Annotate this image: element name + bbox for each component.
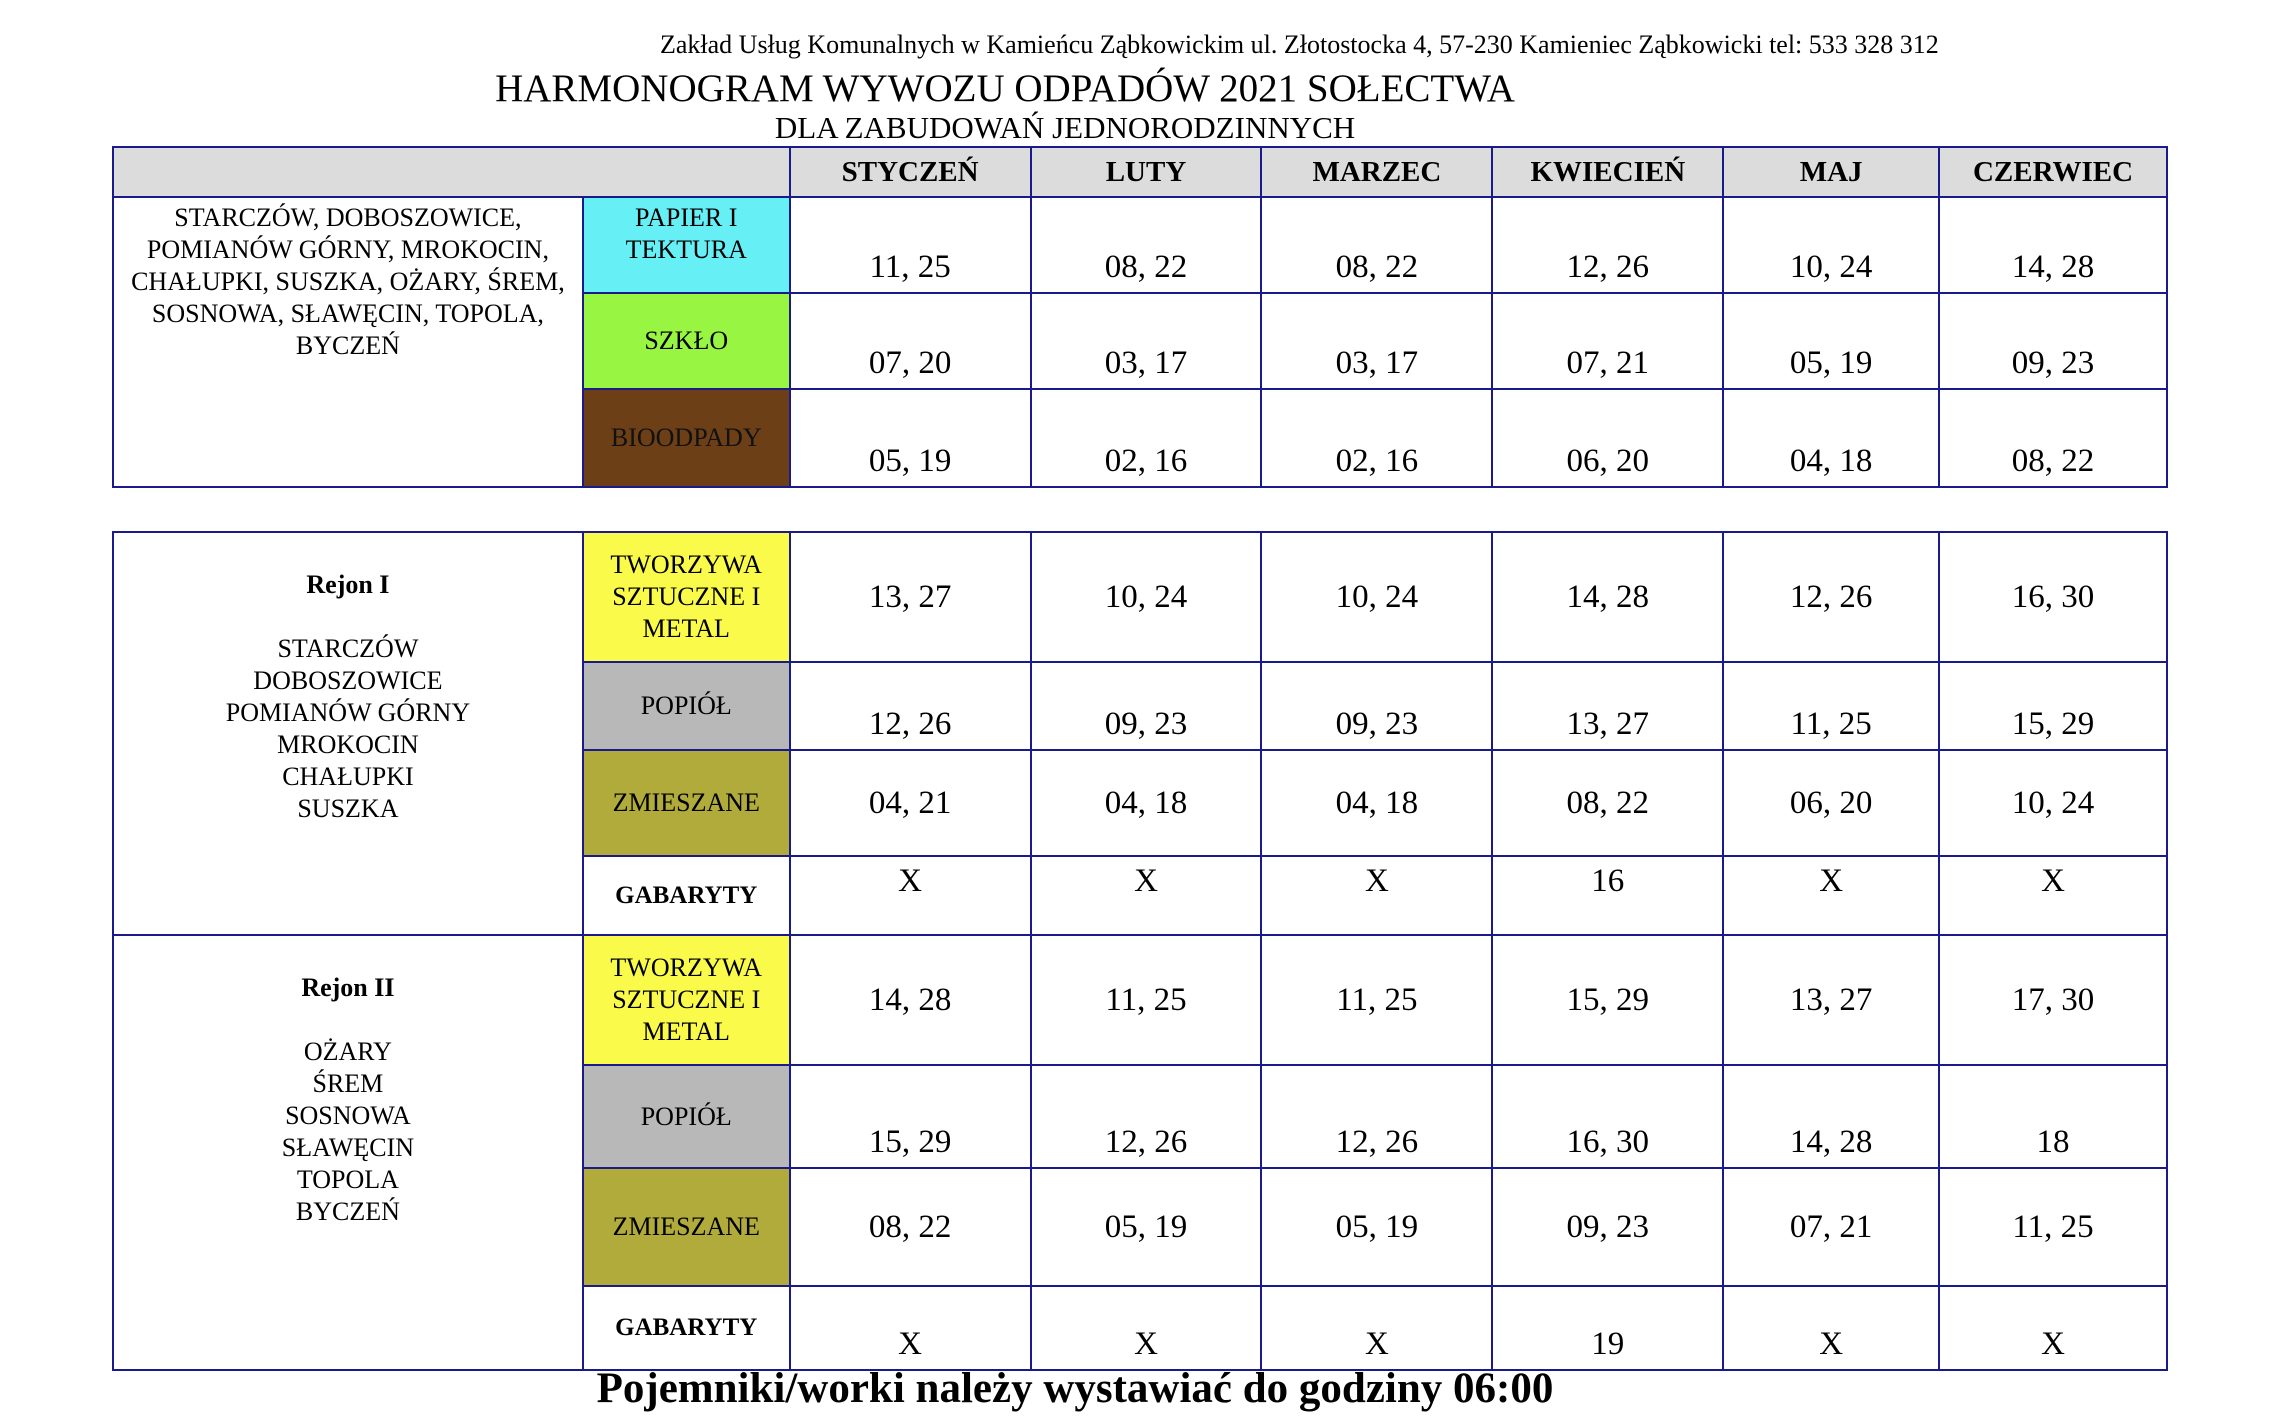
table-row [113,935,2167,1065]
date-cell: X [790,856,1031,935]
table-row [113,197,2167,293]
date-cell: 05, 19 [1031,1168,1262,1286]
date-cell: 10, 24 [1261,532,1492,662]
village-name: SUSZKA [297,794,399,823]
waste-type-bulky: GABARYTY [583,1286,790,1370]
region-1-villages [113,532,583,935]
date-cell: 13, 27 [1723,935,1939,1065]
date-cell: 10, 24 [1031,532,1262,662]
date-cell: X [1031,856,1262,935]
waste-type-glass: SZKŁO [583,293,790,389]
page-title: HARMONOGRAM WYWOZU ODPADÓW 2021 SOŁECTWA [495,67,1515,110]
date-cell: 06, 20 [1723,750,1939,856]
region-2-villages [113,935,583,1370]
village-list: STARCZÓW, DOBOSZOWICE, POMIANÓW GÓRNY, MROKOCIN, CHAŁUPKI, SUSZKA, OŻARY, ŚREM, SOSNOWA, SŁAWĘCIN, TOPOLA, BYCZEŃ [113,197,583,487]
date-cell: X [1939,1286,2167,1370]
date-cell: 08, 22 [1261,197,1492,293]
date-cell: X [1939,856,2167,935]
month-header-row [113,147,2167,197]
date-cell: 06, 20 [1492,389,1723,487]
village-name: SOSNOWA [285,1101,411,1130]
region-2-name: Rejon II [301,973,395,1002]
date-cell: 04, 18 [1723,389,1939,487]
date-cell: X [1723,856,1939,935]
date-cell: 07, 21 [1492,293,1723,389]
village-name: STARCZÓW [277,634,419,663]
waste-type-mixed: ZMIESZANE [583,1168,790,1286]
date-cell: 13, 27 [1492,662,1723,750]
date-cell: 04, 18 [1031,750,1262,856]
waste-type-ash: POPIÓŁ [583,662,790,750]
header-corner [113,147,790,197]
date-cell: 14, 28 [790,935,1031,1065]
waste-type-bio: BIOODPADY [583,389,790,487]
date-cell: 17, 30 [1939,935,2167,1065]
date-cell: 15, 29 [1492,935,1723,1065]
date-cell: 19 [1492,1286,1723,1370]
village-name: SŁAWĘCIN [281,1133,415,1162]
village-name: OŻARY [303,1037,392,1066]
date-cell: X [790,1286,1031,1370]
date-cell: X [1261,1286,1492,1370]
date-cell: 02, 16 [1031,389,1262,487]
schedule-table-regions [112,531,2168,1371]
date-cell: 09, 23 [1031,662,1262,750]
date-cell: 11, 25 [1939,1168,2167,1286]
date-cell: 15, 29 [790,1065,1031,1168]
date-cell: 16 [1492,856,1723,935]
date-cell: X [1031,1286,1262,1370]
date-cell: 16, 30 [1492,1065,1723,1168]
date-cell: 12, 26 [1723,532,1939,662]
date-cell: 09, 23 [1261,662,1492,750]
date-cell: 07, 21 [1723,1168,1939,1286]
date-cell: 18 [1939,1065,2167,1168]
date-cell: 03, 17 [1031,293,1262,389]
village-name: BYCZEŃ [295,1197,400,1226]
month-header: LUTY [1031,147,1262,197]
date-cell: 03, 17 [1261,293,1492,389]
date-cell: 15, 29 [1939,662,2167,750]
date-cell: 12, 26 [1031,1065,1262,1168]
date-cell: 14, 28 [1939,197,2167,293]
date-cell: 02, 16 [1261,389,1492,487]
date-cell: 13, 27 [790,532,1031,662]
date-cell: 08, 22 [1492,750,1723,856]
waste-type-plastic-metal: TWORZYWA SZTUCZNE I METAL [583,935,790,1065]
date-cell: 14, 28 [1723,1065,1939,1168]
company-info: Zakład Usług Komunalnych w Kamieńcu Ząbkowickim ul. Złotostocka 4, 57-230 Kamieniec Ząbkowicki tel: 533 328 312 [660,30,1939,59]
date-cell: 09, 23 [1939,293,2167,389]
date-cell: 05, 19 [790,389,1031,487]
waste-type-mixed: ZMIESZANE [583,750,790,856]
date-cell: 08, 22 [1939,389,2167,487]
month-header: MAJ [1723,147,1939,197]
date-cell: 04, 18 [1261,750,1492,856]
month-header: MARZEC [1261,147,1492,197]
date-cell: 11, 25 [790,197,1031,293]
date-cell: 11, 25 [1723,662,1939,750]
village-name: DOBOSZOWICE [253,666,443,695]
schedule-table-all-villages [112,146,2168,488]
waste-type-paper: PAPIER I TEKTURA [583,197,790,293]
date-cell: 16, 30 [1939,532,2167,662]
month-header: KWIECIEŃ [1492,147,1723,197]
table-row [113,532,2167,662]
month-header: STYCZEŃ [790,147,1031,197]
waste-type-plastic-metal: TWORZYWA SZTUCZNE I METAL [583,532,790,662]
date-cell: 10, 24 [1939,750,2167,856]
month-header: CZERWIEC [1939,147,2167,197]
date-cell: 05, 19 [1261,1168,1492,1286]
date-cell: 12, 26 [1492,197,1723,293]
page-subtitle: DLA ZABUDOWAŃ JEDNORODZINNYCH [774,110,1356,145]
region-1-name: Rejon I [306,570,390,599]
village-name: ŚREM [312,1069,384,1098]
date-cell: 08, 22 [790,1168,1031,1286]
date-cell: 10, 24 [1723,197,1939,293]
village-name: CHAŁUPKI [282,762,414,791]
village-name: POMIANÓW GÓRNY [225,698,471,727]
date-cell: 11, 25 [1031,935,1262,1065]
village-name: MROKOCIN [277,730,419,759]
date-cell: 11, 25 [1261,935,1492,1065]
waste-type-ash: POPIÓŁ [583,1065,790,1168]
date-cell: X [1261,856,1492,935]
footer-note: Pojemniki/worki należy wystawiać do godziny 06:00 [596,1365,1554,1412]
date-cell: 07, 20 [790,293,1031,389]
date-cell: 12, 26 [790,662,1031,750]
date-cell: X [1723,1286,1939,1370]
waste-type-bulky: GABARYTY [583,856,790,935]
village-name: TOPOLA [296,1165,399,1194]
date-cell: 12, 26 [1261,1065,1492,1168]
date-cell: 09, 23 [1492,1168,1723,1286]
date-cell: 05, 19 [1723,293,1939,389]
date-cell: 08, 22 [1031,197,1262,293]
date-cell: 04, 21 [790,750,1031,856]
date-cell: 14, 28 [1492,532,1723,662]
